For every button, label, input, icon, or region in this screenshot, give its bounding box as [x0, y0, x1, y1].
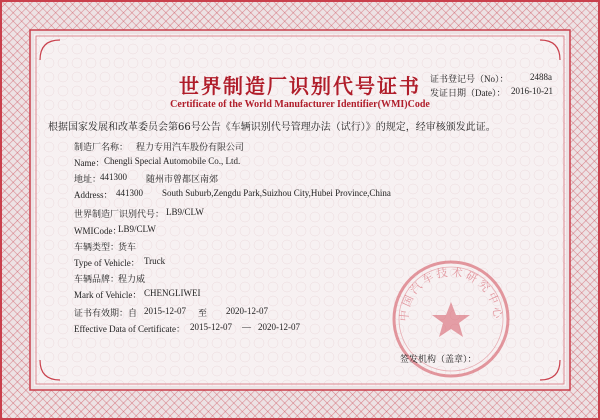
validity-cn-from: 2015-12-07	[144, 306, 186, 316]
name-en-label: Name：	[74, 158, 105, 168]
brand-en-label: Mark of Vehicle：	[74, 290, 142, 300]
wmi-en-label: WMICode：	[74, 226, 122, 236]
validity-en-from: 2015-12-07	[190, 322, 232, 332]
validity-cn-to: 2020-12-07	[226, 306, 268, 316]
validity-cn-from-word: 自	[128, 309, 138, 319]
wmi-en-value: LB9/CLW	[118, 224, 156, 234]
zip-cn: 441300	[100, 172, 127, 182]
vehicle-type-cn-value: 货车	[118, 243, 137, 253]
zip-en: 441300	[116, 188, 143, 198]
registration-number-label: 证书登记号（No）：	[430, 74, 509, 84]
certificate-title-en: Certificate of the World Manufacturer Identifier(WMI)Code	[170, 99, 430, 110]
vehicle-type-en-label: Type of Vehicle：	[74, 258, 140, 268]
issuer-label: 签发机构（盖章）：	[400, 355, 477, 365]
brand-cn-label: 车辆品牌：	[74, 275, 120, 285]
issue-date-value: 2016-10-21	[511, 86, 553, 96]
address-en-label: Address：	[74, 190, 113, 200]
vehicle-type-cn-label: 车辆类型：	[74, 243, 120, 253]
validity-en-label: Effective Data of Certificate：	[74, 324, 186, 334]
validity-en-to: 2020-12-07	[258, 322, 300, 332]
vehicle-type-en-value: Truck	[144, 256, 166, 266]
brand-en-value: CHENGLIWEI	[144, 288, 201, 298]
svg-text:中国汽车技术研究中心: 中国汽车技术研究中心	[397, 265, 505, 322]
issue-date-label: 发证日期（Date）：	[430, 88, 506, 98]
certificate-title-cn: 世界制造厂识别代号证书	[179, 74, 421, 98]
manufacturer-cn-label: 制造厂名称：	[74, 143, 129, 153]
address-en-value: South Suburb,Zengdu Park,Suizhou City,Hubei Province,China	[162, 188, 391, 198]
manufacturer-cn-value: 程力专用汽车股份有限公司	[136, 143, 245, 153]
validity-cn-to-word: 至	[198, 309, 208, 319]
wmi-cn-label: 世界制造厂识别代号：	[74, 210, 165, 220]
wmi-cn-value: LB9/CLW	[166, 207, 204, 217]
registration-number-value: 2488a	[530, 72, 552, 82]
validity-en-dash: —	[242, 322, 251, 332]
address-cn-value: 随州市曾都区南郊	[146, 175, 219, 185]
brand-cn-value: 程力威	[118, 275, 146, 285]
certificate-intro: 根据国家发展和改革委员会第66号公告《车辆识别代号管理办法（试行）》的规定，经审核颁发此证。	[48, 122, 496, 133]
validity-cn-label: 证书有效期：	[74, 309, 129, 319]
name-en-value: Chengli Special Automobile Co., Ltd.	[104, 156, 241, 166]
address-cn-label: 地址：	[74, 175, 102, 185]
